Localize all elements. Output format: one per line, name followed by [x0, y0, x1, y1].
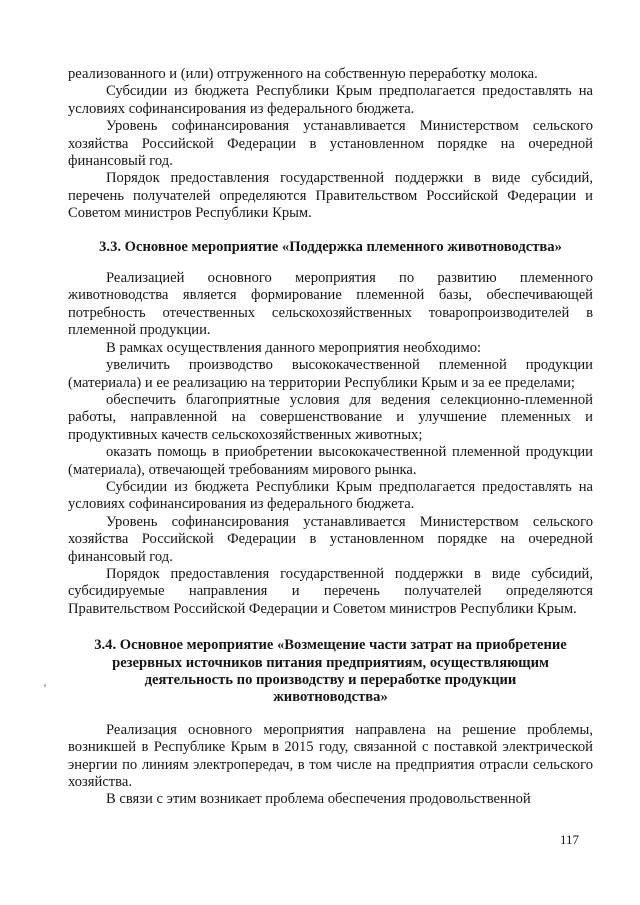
paragraph-support-procedure: Порядок предоставления государственной поддержки в виде субсидий, перечень получателей определяются Правительством Российской Федерации и Советом министров Республики Крым.	[68, 170, 593, 222]
section-3-4-paragraph: Реализация основного мероприятия направлена на решение проблемы, возникшей в Республике Крым в 2015 году, связанной с поставкой электрической энергии по линиям электропередач, в том числе на предприятия отрасли сельского хозяйства.	[68, 721, 593, 791]
section-3-4-paragraph: В связи с этим возникает проблема обеспечения продовольственной	[106, 791, 531, 808]
section-3-4-heading: 3.4. Основное мероприятие «Возмещение части затрат на приобретение резервных источников питания предприятиям, осуществляющим деятельность по производству и переработке продукции животноводства»	[94, 637, 567, 706]
section-3-3-paragraph: Порядок предоставления государственной поддержки в виде субсидий, субсидируемые направления и перечень получателей определяются Правительством Российской Федерации и Советом министров Республики Крым.	[68, 565, 593, 617]
document-body	[68, 66, 593, 809]
section-3-3-list-item: обеспечить благоприятные условия для ведения селекционно-племенной работы, направленной на совершенствование и улучшение племенных и продуктивных качеств сельскохозяйственных животных;	[68, 391, 593, 443]
section-3-3-heading: 3.3. Основное мероприятие «Поддержка племенного животноводства»	[99, 238, 562, 255]
paragraph-cofinancing-level: Уровень софинансирования устанавливается Министерством сельского хозяйства Российской Федерации в установленном порядке на очередной финансовый год.	[68, 118, 593, 170]
section-3-3-paragraph: В рамках осуществления данного мероприятия необходимо:	[106, 339, 482, 356]
paragraph-subsidies-cofinancing: Субсидии из бюджета Республики Крым предполагается предоставлять на условиях софинансирования из федерального бюджета.	[68, 83, 593, 117]
scan-margin-mark	[44, 684, 46, 687]
section-3-3-list-item: увеличить производство высококачественной племенной продукции (материала) и ее реализацию на территории Республики Крым и за ее пределами;	[68, 357, 593, 391]
section-3-3-list-item: оказать помощь в приобретении высококачественной племенной продукции (материала), отвечающей требованиям мирового рынка.	[68, 444, 593, 478]
page-number: 117	[560, 832, 580, 847]
section-3-3-paragraph: Уровень софинансирования устанавливается Министерством сельского хозяйства Российской Федерации в установленном порядке на очередной финансовый год.	[68, 513, 593, 565]
section-3-3-paragraph: Субсидии из бюджета Республики Крым предполагается предоставлять на условиях софинансирования из федерального бюджета.	[68, 478, 593, 513]
section-3-3-paragraph: Реализацией основного мероприятия по развитию племенного животноводства является формирование племенной базы, обеспечивающей потребность отечественных сельскохозяйственных товаропроизводителей в племенной продукции.	[68, 270, 593, 339]
paragraph-continuation: реализованного и (или) отгруженного на собственную переработку молока.	[68, 66, 538, 82]
